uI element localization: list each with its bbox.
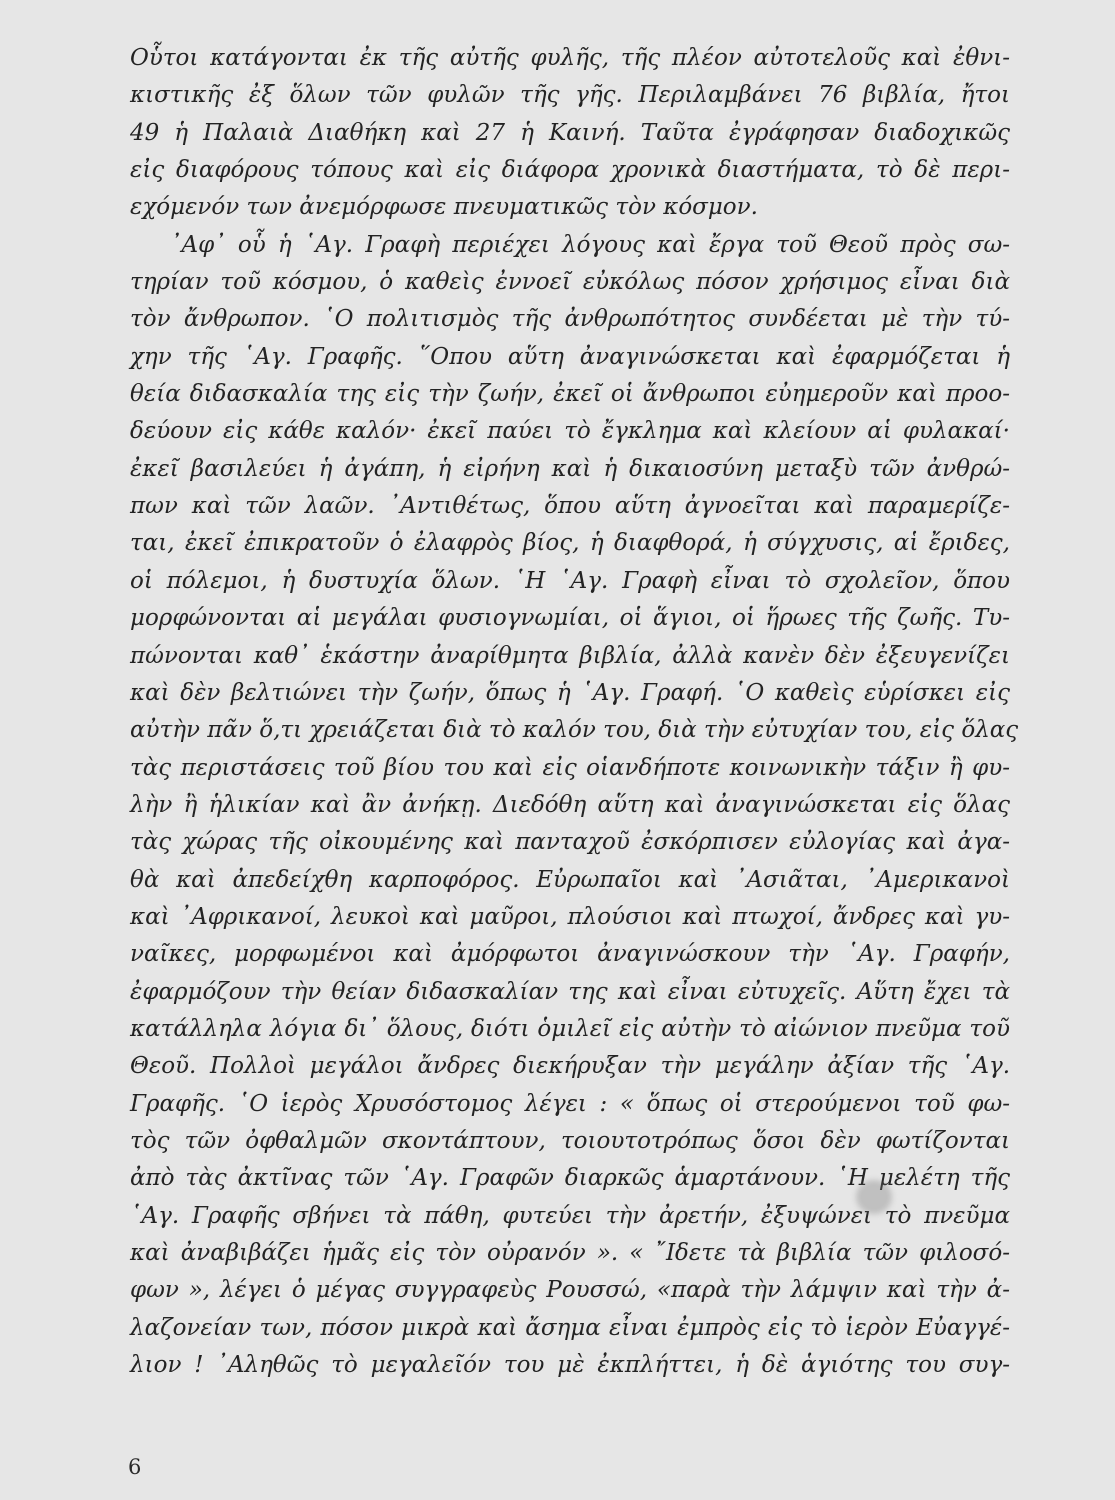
text-line: τὸν ἄνθρωπον. ῾Ο πολιτισμὸς τῆς ἀνθρωπότητος συνδέεται μὲ τὴν τύ- — [130, 306, 1010, 333]
text-line: Οὗτοι κατάγονται ἐκ τῆς αὐτῆς φυλῆς, τῆς πλέον αὐτοτελοῦς καὶ ἐθνι- — [130, 45, 1010, 71]
text-line: αὐτὴν πᾶν ὅ,τι χρειάζεται διὰ τὸ καλόν του, διὰ τὴν εὐτυχίαν του, εἰς ὅλας — [130, 717, 1019, 744]
text-line: θὰ καὶ ἀπεδείχθη καρποφόρος. Εὐρωπαῖοι καὶ ᾿Ασιᾶται, ᾿Αμερικανοὶ — [130, 866, 1010, 893]
text-line: Θεοῦ. Πολλοὶ μεγάλοι ἄνδρες διεκήρυξαν τὴν μεγάλην ἀξίαν τῆς ῾Αγ. — [130, 1053, 1010, 1080]
text-line: τὰς περιστάσεις τοῦ βίου του καὶ εἰς οἱανδήποτε κοινωνικὴν τάξιν ἢ φυ- — [130, 754, 1010, 781]
text-line: κατάλληλα λόγια δι᾿ ὅλους, διότι ὁμιλεῖ εἰς αὐτὴν τὸ αἰώνιον πνεῦμα τοῦ — [130, 1015, 1010, 1042]
text-line: ἐκεῖ βασιλεύει ἡ ἀγάπη, ἡ εἰρήνη καὶ ἡ δικαιοσύνη μεταξὺ τῶν ἀνθρώ- — [130, 455, 1010, 482]
text-line: τηρίαν τοῦ κόσμου, ὁ καθεὶς ἐννοεῖ εὐκόλως πόσον χρήσιμος εἶναι διὰ — [130, 269, 1010, 296]
text-line: λὴν ἢ ἡλικίαν καὶ ἂν ἀνήκῃ. Διεδόθη αὕτη καὶ ἀναγινώσκεται εἰς ὅλας — [130, 791, 1010, 818]
text-line: οἱ πόλεμοι, ἡ δυστυχία ὅλων. ῾Η ῾Αγ. Γραφὴ εἶναι τὸ σχολεῖον, ὅπου — [130, 567, 1010, 594]
text-line: δεύουν εἰς κάθε καλόν· ἐκεῖ παύει τὸ ἔγκλημα καὶ κλείουν αἱ φυλακαί· — [130, 418, 1010, 445]
text-line: καὶ δὲν βελτιώνει τὴν ζωήν, ὅπως ἡ ῾Αγ. Γραφή. ῾Ο καθεὶς εὑρίσκει εἰς — [130, 679, 1010, 706]
text-line: εἰς διαφόρους τόπους καὶ εἰς διάφορα χρονικὰ διαστήματα, τὸ δὲ περι- — [130, 157, 1010, 184]
text-line: καὶ ᾿Αφρικανοί, λευκοὶ καὶ μαῦροι, πλούσιοι καὶ πτωχοί, ἄνδρες καὶ γυ- — [130, 903, 1010, 930]
text-line: 49 ἡ Παλαιὰ Διαθήκη καὶ 27 ἡ Καινή. Ταῦτα ἐγράφησαν διαδοχικῶς — [130, 119, 1010, 146]
text-line: Γραφῆς. ῾Ο ἱερὸς Χρυσόστομος λέγει : « ὅπως οἱ στερούμενοι τοῦ φω- — [130, 1090, 1010, 1117]
text-line: ται, ἐκεῖ ἐπικρατοῦν ὁ ἐλαφρὸς βίος, ἡ διαφθορά, ἡ σύγχυσις, αἱ ἔριδες, — [130, 530, 1010, 557]
ink-smudge — [856, 1180, 892, 1214]
text-line: ἐφαρμόζουν τὴν θείαν διδασκαλίαν της καὶ εἶναι εὐτυχεῖς. Αὕτη ἔχει τὰ — [130, 978, 1010, 1005]
text-line: ναῖκες, μορφωμένοι καὶ ἀμόρφωτοι ἀναγινώσκουν τὴν ῾Αγ. Γραφήν, — [130, 941, 1010, 968]
text-line: ῾Αγ. Γραφῆς σβήνει τὰ πάθη, φυτεύει τὴν ἀρετήν, ἐξυψώνει τὸ πνεῦμα — [130, 1202, 1010, 1229]
text-line: καὶ ἀναβιβάζει ἡμᾶς εἰς τὸν οὐρανόν ». « ῎Ιδετε τὰ βιβλία τῶν φιλοσό- — [130, 1240, 1010, 1266]
text-line: ᾿Αφ᾿ οὗ ἡ ῾Αγ. Γραφὴ περιέχει λόγους καὶ ἔργα τοῦ Θεοῦ πρὸς σω- — [170, 231, 1010, 258]
text-line: λιον ! ᾿Αληθῶς τὸ μεγαλεῖόν του μὲ ἐκπλήττει, ἡ δὲ ἁγιότης του συγ- — [130, 1352, 1010, 1379]
text-line: λαζονείαν των, πόσον μικρὰ καὶ ἄσημα εἶναι ἐμπρὸς εἰς τὸ ἱερὸν Εὐαγγέ- — [130, 1314, 1010, 1341]
text-line: τὸς τῶν ὀφθαλμῶν σκοντάπτουν, τοιουτοτρόπως ὅσοι δὲν φωτίζονται — [130, 1127, 1010, 1154]
text-line: πων καὶ τῶν λαῶν. ᾿Αντιθέτως, ὅπου αὕτη ἀγνοεῖται καὶ παραμερίζε- — [130, 493, 1010, 520]
text-line: κιστικῆς ἐξ ὅλων τῶν φυλῶν τῆς γῆς. Περιλαμβάνει 76 βιβλία, ἤτοι — [130, 82, 1010, 109]
text-line: πώνονται καθ᾿ ἑκάστην ἀναρίθμητα βιβλία, ἀλλὰ κανὲν δὲν ἐξευγενίζει — [130, 642, 1010, 669]
text-line: ἀπὸ τὰς ἀκτῖνας τῶν ῾Αγ. Γραφῶν διαρκῶς ἁμαρτάνουν. ῾Η μελέτη τῆς — [130, 1165, 1010, 1192]
text-line: χην τῆς ῾Αγ. Γραφῆς. ῞Οπου αὕτη ἀναγινώσκεται καὶ ἐφαρμόζεται ἡ — [130, 343, 1010, 370]
text-line: μορφώνονται αἱ μεγάλαι φυσιογνωμίαι, οἱ ἅγιοι, οἱ ἥρωες τῆς ζωῆς. Τυ- — [130, 605, 1010, 632]
text-line: τὰς χώρας τῆς οἰκουμένης καὶ πανταχοῦ ἐσκόρπισεν εὐλογίας καὶ ἀγα- — [130, 829, 1010, 856]
text-line: θεία διδασκαλία της εἰς τὴν ζωήν, ἐκεῖ οἱ ἄνθρωποι εὐημεροῦν καὶ προο- — [130, 381, 1010, 408]
text-line: εχόμενόν των ἀνεμόρφωσε πνευματικῶς τὸν κόσμον. — [130, 194, 758, 221]
text-line: φων », λέγει ὁ μέγας συγγραφεὺς Ρουσσώ, «παρὰ τὴν λάμψιν καὶ τὴν ἀ- — [130, 1277, 1010, 1304]
page-number: 6 — [128, 1455, 142, 1479]
